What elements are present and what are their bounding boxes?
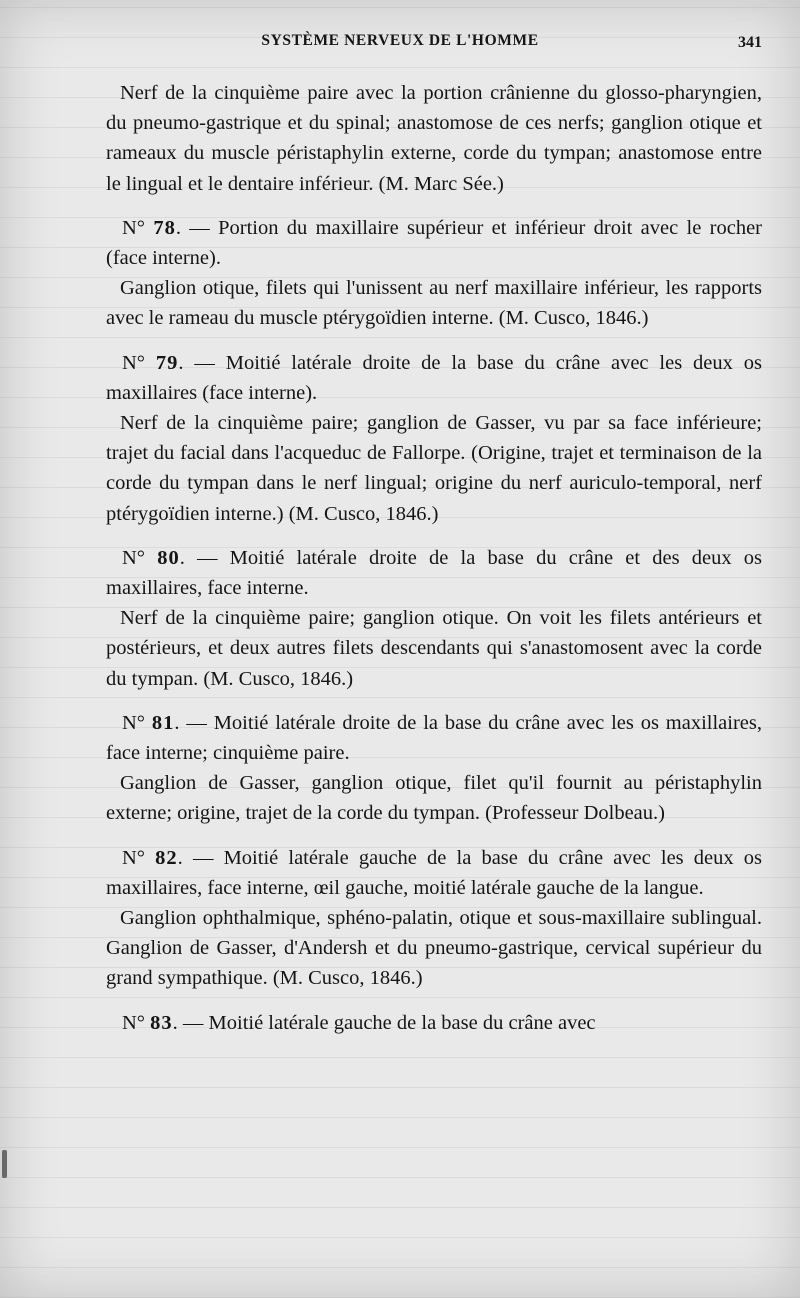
entry-body: Ganglion de Gasser, ganglion otique, filet qu'il fournit au péristaphylin externe; origine, trajet de la corde du tympan. (Professeur Dolbeau.) xyxy=(106,772,762,825)
entry-title xyxy=(106,348,762,408)
entry-body: Ganglion ophthalmique, sphéno-palatin, otique et sous-maxillaire sublingual. Ganglion de Gasser, d'Andersh et du pneumo-gastrique, cervical supérieur du grand sympathique. (M. Cusco, 1846.) xyxy=(106,907,762,990)
entry-label: N° xyxy=(122,351,146,374)
entry-83 xyxy=(106,1008,762,1038)
entry-body: Ganglion otique, filets qui l'unissent au nerf maxillaire inférieur, les rapports avec le rameau du muscle ptérygoïdien interne. (M. Cusco, 1846.) xyxy=(106,277,762,330)
entry-number: 80 xyxy=(157,546,180,569)
entry-title xyxy=(106,1008,762,1038)
entry-number: 79 xyxy=(155,351,179,374)
entry-title xyxy=(106,708,762,768)
entry-80 xyxy=(106,543,762,694)
intro-paragraph: Nerf de la cinquième paire avec la portion crânienne du glosso-pharyngien, du pneumo-gastrique et du spinal; anastomose de ces nerfs; ganglion otique et rameaux du muscle péristaphylin externe, corde du tympan; anastomose entre le lingual et le dentaire inférieur. (M. Marc Sée.) xyxy=(106,82,762,195)
page-body xyxy=(106,78,762,1038)
entry-number: 78 xyxy=(153,216,176,239)
entry-82 xyxy=(106,843,762,994)
entry-label: N° xyxy=(122,1011,146,1034)
entry-81 xyxy=(106,708,762,829)
running-title: SYSTÈME NERVEUX DE L'HOMME xyxy=(261,32,539,49)
entry-title xyxy=(106,543,762,603)
entry-number: 83 xyxy=(150,1011,173,1034)
entry-label: N° xyxy=(122,216,146,239)
entry-label: N° xyxy=(122,546,146,569)
entry-title xyxy=(106,843,762,903)
entry-label: N° xyxy=(122,846,146,869)
entry-body: Nerf de la cinquième paire; ganglion otique. On voit les filets antérieurs et postérieurs, et deux autres filets descendants qui s'anastomosent avec la corde du tympan. (M. Cusco, 1846.) xyxy=(106,607,762,690)
margin-mark xyxy=(2,1150,7,1178)
entry-label: N° xyxy=(122,711,146,734)
entry-body: Nerf de la cinquième paire; ganglion de Gasser, vu par sa face inférieure; trajet du facial dans l'acqueduc de Fallorpe. (Origine, trajet et terminaison de la corde du tympan dans le nerf lingual; origine du nerf auriculo-temporal, nerf ptérygoïdien interne.) (M. Cusco, 1846.) xyxy=(106,412,762,525)
entry-title-text: . — Moitié latérale gauche de la base du crâne avec les deux os maxillaires, face interne, œil gauche, moitié latérale gauche de la langue. xyxy=(106,846,763,899)
entry-title-text: . — Moitié latérale gauche de la base du crâne avec xyxy=(172,1011,596,1034)
entry-title xyxy=(106,213,762,273)
entry-number: 82 xyxy=(155,846,178,869)
entry-title-text: . — Moitié latérale droite de la base du crâne avec les os maxillaires, face interne; cinquième paire. xyxy=(106,711,763,765)
entry-title-text: . — Portion du maxillaire supérieur et inférieur droit avec le rocher (face interne). xyxy=(106,216,762,270)
entry-title-text: . — Moitié latérale droite de la base du crâne et des deux os maxillaires, face interne. xyxy=(106,546,763,600)
page-header xyxy=(0,32,800,62)
entry-79 xyxy=(106,348,762,529)
entry-number: 81 xyxy=(151,711,175,734)
entry-title-text: . — Moitié latérale droite de la base du crâne avec les deux os maxillaires (face interne). xyxy=(106,351,762,404)
page-number: 341 xyxy=(738,34,762,51)
entry-78 xyxy=(106,213,762,334)
